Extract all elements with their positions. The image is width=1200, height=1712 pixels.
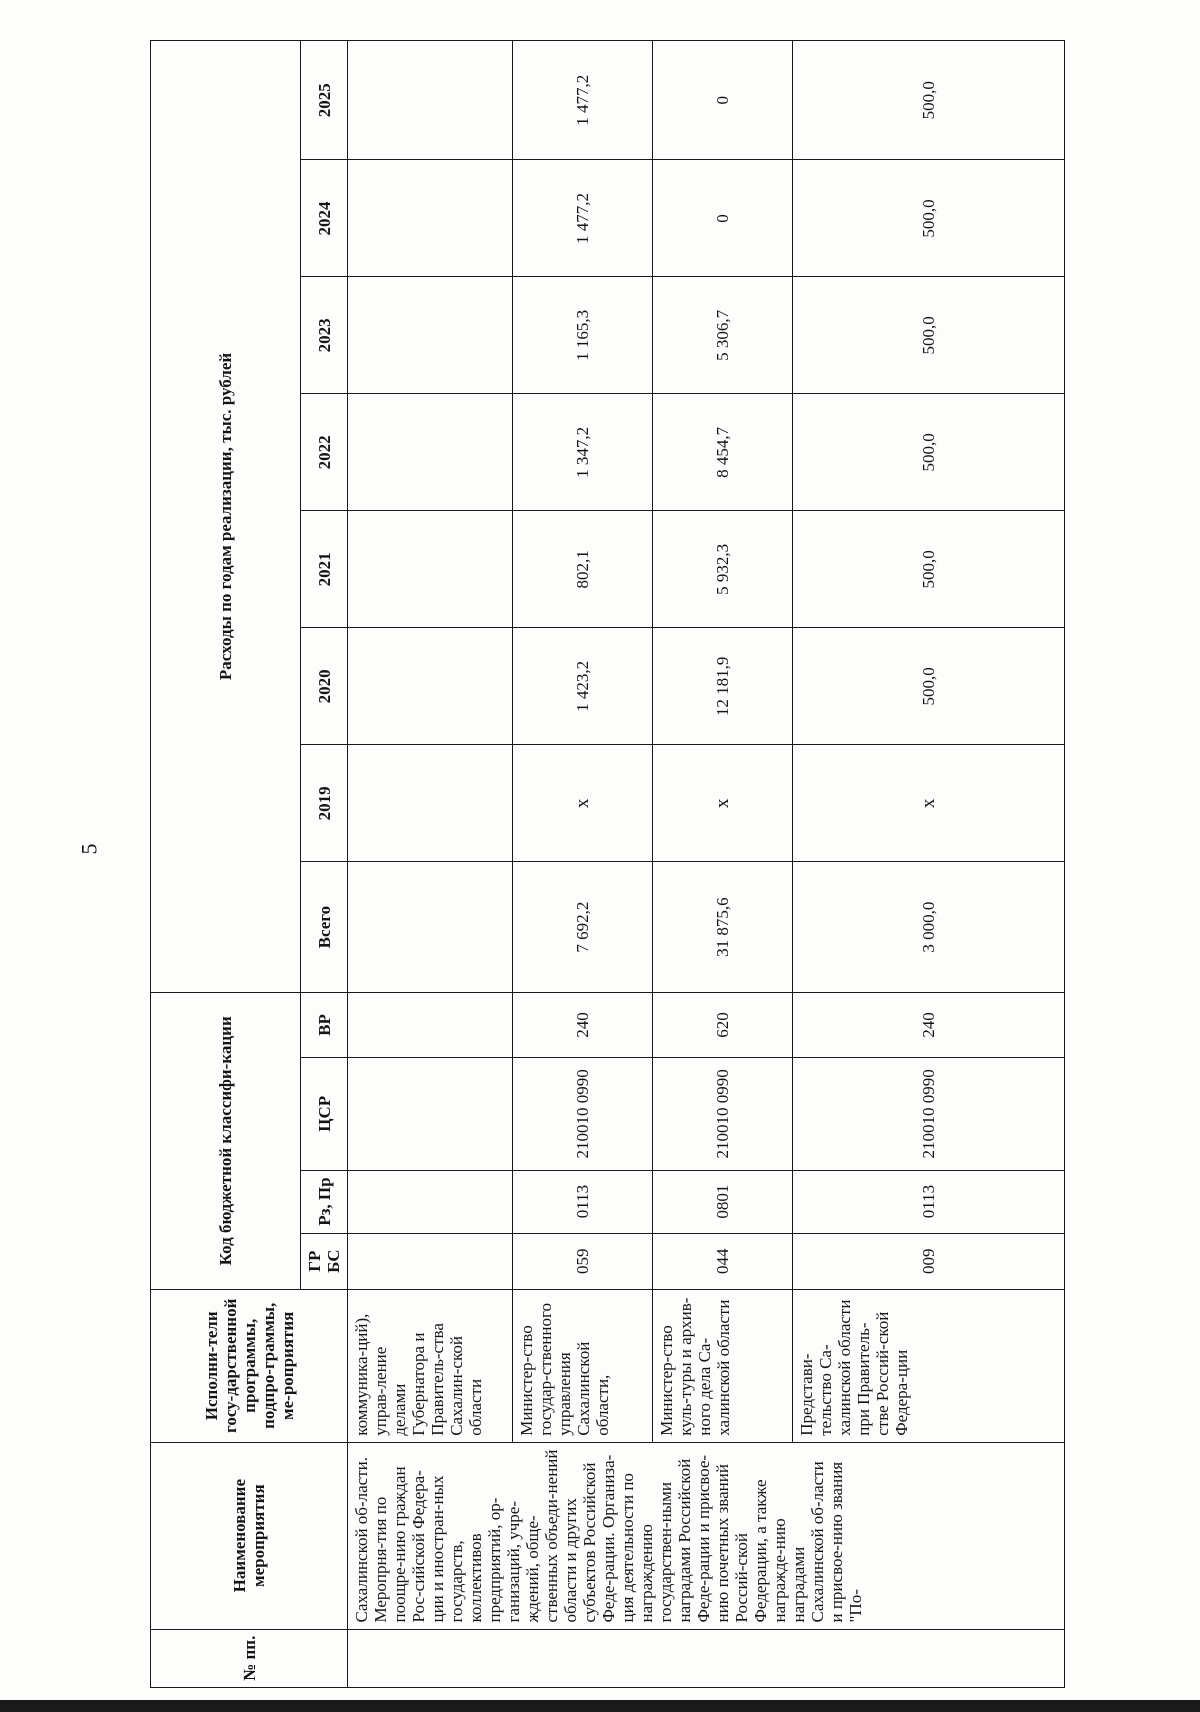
cell-2025: 1 477,2 — [513, 41, 653, 160]
cell-2023: 500,0 — [793, 277, 1065, 394]
cell-2021 — [348, 511, 513, 628]
col-header-2020: 2020 — [301, 628, 348, 745]
cell-total: 7 692,2 — [513, 862, 653, 992]
cell-rz-pr: 0113 — [793, 1170, 1065, 1233]
cell-rz-pr: 0113 — [513, 1170, 653, 1233]
cell-2023: 5 306,7 — [653, 277, 793, 394]
cell-2019: x — [653, 745, 793, 862]
col-header-2019: 2019 — [301, 745, 348, 862]
cell-csr: 210010 0990 — [653, 1058, 793, 1170]
cell-rz-pr: 0801 — [653, 1170, 793, 1233]
cell-vr: 240 — [513, 992, 653, 1057]
col-header-expenses: Расходы по годам реализации, тыс. рублей — [151, 41, 301, 993]
col-header-budget-code: Код бюджетной классифи-кации — [151, 992, 301, 1289]
cell-2024 — [348, 160, 513, 277]
cell-2020: 12 181,9 — [653, 628, 793, 745]
cell-vr — [348, 992, 513, 1057]
col-header-csr: ЦСР — [301, 1058, 348, 1170]
cell-rz-pr — [348, 1170, 513, 1233]
cell-2025 — [348, 41, 513, 160]
cell-2023 — [348, 277, 513, 394]
cell-executor: Министер-ство куль-туры и архив-ного дела Са-халинской области — [653, 1289, 793, 1442]
cell-2023: 1 165,3 — [513, 277, 653, 394]
col-header-2021: 2021 — [301, 511, 348, 628]
cell-2021: 5 932,3 — [653, 511, 793, 628]
cell-2019 — [348, 745, 513, 862]
table-row — [653, 41, 793, 1688]
cell-2021: 500,0 — [793, 511, 1065, 628]
page-number: 5 — [76, 843, 102, 855]
cell-2021: 802,1 — [513, 511, 653, 628]
col-header-name: Наименование мероприятия — [151, 1442, 348, 1629]
cell-grbs: 044 — [653, 1233, 793, 1289]
cell-2024: 500,0 — [793, 160, 1065, 277]
cell-csr: 210010 0990 — [513, 1058, 653, 1170]
cell-activity-name: Сахалинской об-ласти. Меропрня-тия по поощре-нию граждан Рос-сийской Федера-ции и иностран-ных государств, коллективов предприятий, ор-ганизаций, учре-ждений, обще-ственных объеди-нений области и других субъектов Российской Феде-рации. Организа-ция деятельности по награждению государствен-ными наградами Российской Феде-рации и присвое-нию почетных званий Россий-ской Федерации, а также награжде-нию наградами Сахалинской об-ласти и присвое-нию звания "По- — [348, 1442, 1065, 1629]
col-header-total: Всего — [301, 862, 348, 992]
cell-2019: x — [793, 745, 1065, 862]
col-header-2022: 2022 — [301, 394, 348, 511]
cell-csr: 210010 0990 — [793, 1058, 1065, 1170]
table-row — [513, 41, 653, 1688]
cell-executor: Представи-тельство Са-халинской области при Правитель-стве Россий-ской Федера-ции — [793, 1289, 1065, 1442]
cell-executor: коммуника-ций), управ-ление делами Губернатора и Правитель-ства Сахалин-ской области — [348, 1289, 513, 1442]
cell-executor: Министер-ство государ-ственного управления Сахалинской области, — [513, 1289, 653, 1442]
budget-table — [150, 40, 1065, 1688]
col-header-rz-pr: Рз, Пр — [301, 1170, 348, 1233]
col-header-executors: Исполни-тели госу-дарственной программы, подпро-граммы, ме-роприятия — [151, 1289, 348, 1442]
cell-2019: x — [513, 745, 653, 862]
cell-2020: 1 423,2 — [513, 628, 653, 745]
cell-2022 — [348, 394, 513, 511]
cell-vr: 240 — [793, 992, 1065, 1057]
cell-2024: 0 — [653, 160, 793, 277]
col-header-grbs: ГР БС — [301, 1233, 348, 1289]
cell-grbs: 059 — [513, 1233, 653, 1289]
cell-2022: 500,0 — [793, 394, 1065, 511]
col-header-2024: 2024 — [301, 160, 348, 277]
cell-2024: 1 477,2 — [513, 160, 653, 277]
cell-vr: 620 — [653, 992, 793, 1057]
scan-edge-bar — [0, 1700, 1200, 1712]
col-header-2023: 2023 — [301, 277, 348, 394]
cell-total: 3 000,0 — [793, 862, 1065, 992]
cell-grbs: 009 — [793, 1233, 1065, 1289]
cell-2020 — [348, 628, 513, 745]
table-row — [348, 41, 513, 1688]
cell-2022: 1 347,2 — [513, 394, 653, 511]
cell-2025: 0 — [653, 41, 793, 160]
cell-total: 31 875,6 — [653, 862, 793, 992]
rotated-table-wrapper — [150, 40, 1063, 1688]
cell-2025: 500,0 — [793, 41, 1065, 160]
cell-csr — [348, 1058, 513, 1170]
cell-2020: 500,0 — [793, 628, 1065, 745]
col-header-2025: 2025 — [301, 41, 348, 160]
cell-2022: 8 454,7 — [653, 394, 793, 511]
col-header-vr: ВР — [301, 992, 348, 1057]
cell-total — [348, 862, 513, 992]
cell-no — [348, 1629, 1065, 1687]
table-row — [793, 41, 1065, 1688]
col-header-no: № пп. — [151, 1629, 348, 1687]
cell-grbs — [348, 1233, 513, 1289]
